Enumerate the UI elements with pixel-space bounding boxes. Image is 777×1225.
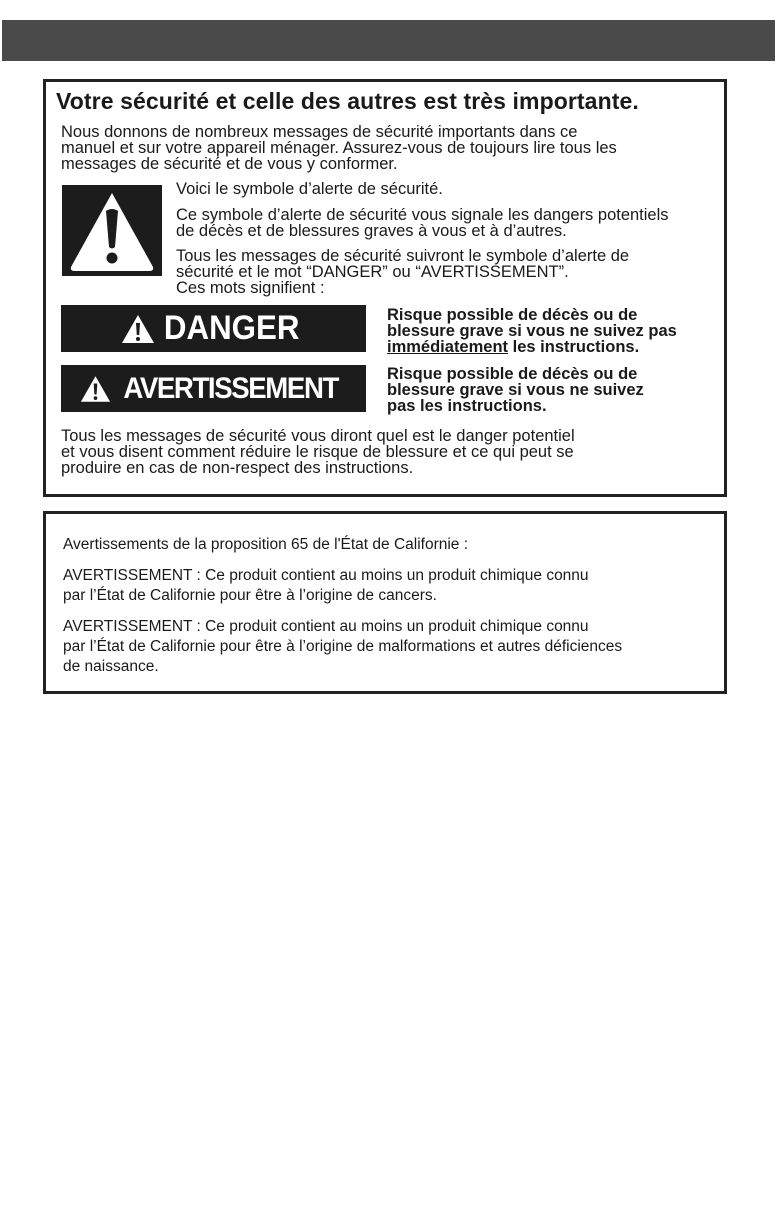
safety-alert-icon (62, 185, 162, 276)
warning-word: AVERTISSEMENT (123, 371, 338, 405)
danger-meaning-a: Risque possible de décès ou de blessure grave si vous ne suivez pas (387, 306, 677, 340)
signal-words-description: Tous les messages de sécurité suivront le symbole d’alerte de sécurité et le mot “DANGER” ou “AVERTISSEMENT”. Ces mots signifient : (176, 247, 630, 297)
danger-alert-icon (121, 314, 155, 344)
danger-signal-label (61, 305, 366, 352)
warning-signal-label (61, 365, 366, 412)
danger-meaning (387, 307, 677, 355)
header-band (2, 20, 775, 61)
safety-intro: Nous donnons de nombreux messages de sécurité importants dans ce manuel et sur votre appareil ménager. Assurez-vous de toujours lire tous les messages de sécurité et de vous y conformer. (61, 123, 617, 173)
warning-alert-icon (80, 375, 111, 403)
danger-meaning-b: les instructions. (508, 338, 640, 356)
danger-meaning-underlined: immédiatement (387, 338, 509, 356)
symbol-line: Voici le symbole d’alerte de sécurité. (176, 180, 443, 198)
prop65-heading: Avertissements de la proposition 65 de l'État de Californie : (63, 536, 469, 553)
prop65-notice-box (43, 511, 727, 694)
safety-title: Votre sécurité et celle des autres est très importante. (56, 88, 639, 114)
danger-word: DANGER (164, 309, 300, 347)
prop65-birth-defects-warning: AVERTISSEMENT : Ce produit contient au moins un produit chimique connu par l’État de Californie pour être à l’origine de malformations et autres déficiences de naissance. (63, 618, 623, 675)
symbol-description: Ce symbole d’alerte de sécurité vous signale les dangers potentiels de décès et de blessures graves à vous et à d’autres. (176, 206, 669, 240)
warning-meaning: Risque possible de décès ou de blessure grave si vous ne suivez pas les instructions. (387, 365, 644, 415)
safety-closing: Tous les messages de sécurité vous diront quel est le danger potentiel et vous disent comment réduire le risque de blessure et ce qui peut se produire en cas de non-respect des instructions. (61, 427, 575, 477)
safety-notice-box (43, 79, 727, 497)
prop65-cancer-warning: AVERTISSEMENT : Ce produit contient au moins un produit chimique connu par l’État de Californie pour être à l’origine de cancers. (63, 567, 589, 604)
